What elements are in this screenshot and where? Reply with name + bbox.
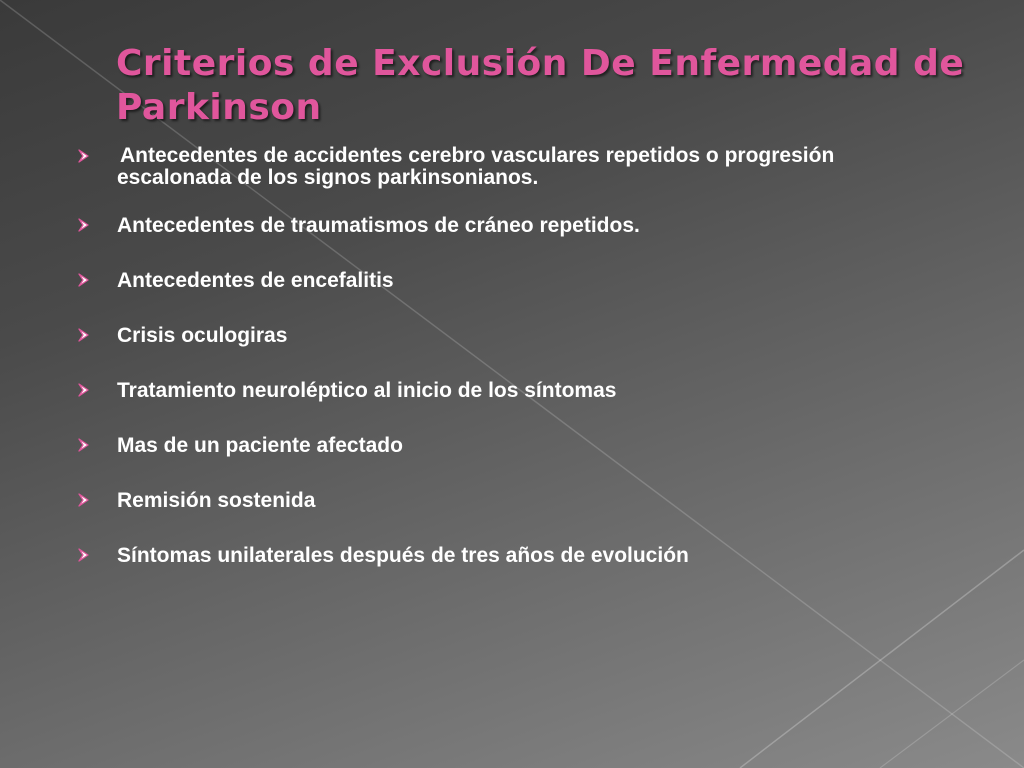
bullet-text: Crisis oculogiras xyxy=(117,324,288,347)
arrow-bullet-icon xyxy=(76,546,94,564)
bullet-item xyxy=(76,434,936,458)
arrow-bullet-icon xyxy=(76,491,94,509)
arrow-bullet-icon xyxy=(76,271,94,289)
bullet-item xyxy=(76,544,936,568)
bullet-list xyxy=(76,145,936,599)
bullet-item xyxy=(76,145,936,189)
bullet-text: Antecedentes de encefalitis xyxy=(117,269,394,292)
slide-title: Criterios de Exclusión De Enfermedad de Parkinson xyxy=(116,43,965,128)
bullet-text: Antecedentes de accidentes cerebro vasculares repetidos o progresión escalonada de los signos parkinsonianos. xyxy=(117,144,835,189)
bullet-text: Mas de un paciente afectado xyxy=(117,434,403,457)
bullet-text: Remisión sostenida xyxy=(117,489,316,512)
bullet-item xyxy=(76,489,936,513)
bullet-item xyxy=(76,324,936,348)
arrow-bullet-icon xyxy=(76,147,94,165)
arrow-bullet-icon xyxy=(76,436,94,454)
arrow-bullet-icon xyxy=(76,381,94,399)
bullet-text: Tratamiento neuroléptico al inicio de los síntomas xyxy=(117,379,617,402)
bullet-item xyxy=(76,214,936,238)
bullet-item xyxy=(76,379,936,403)
bullet-text: Antecedentes de traumatismos de cráneo repetidos. xyxy=(117,214,640,237)
arrow-bullet-icon xyxy=(76,216,94,234)
bullet-text: Síntomas unilaterales después de tres años de evolución xyxy=(117,544,689,567)
bullet-item xyxy=(76,269,936,293)
arrow-bullet-icon xyxy=(76,326,94,344)
